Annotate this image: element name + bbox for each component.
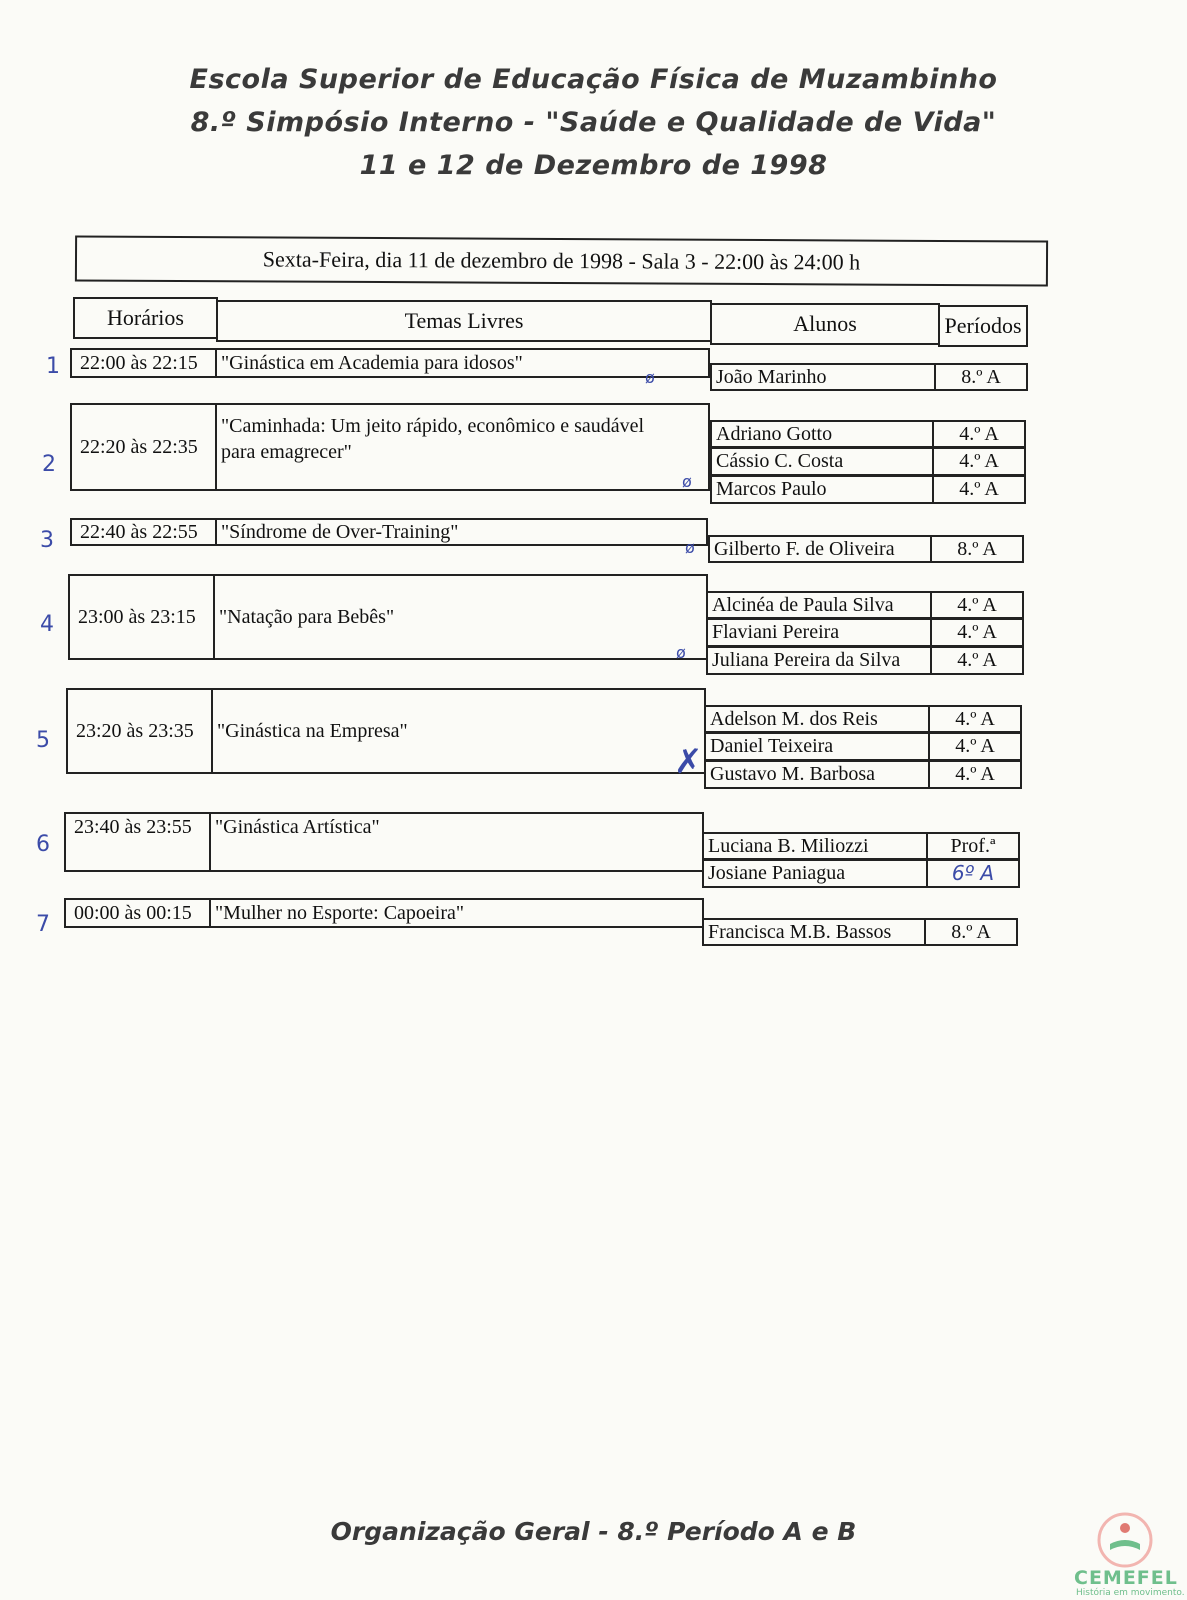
students-list [702, 918, 1018, 946]
column-header-horarios: Horários [73, 297, 218, 339]
student-period: 6º A [926, 859, 1018, 888]
student-name: Adelson M. dos Reis [710, 708, 878, 730]
header-dates: 11 e 12 de Dezembro de 1998 [359, 150, 828, 181]
student-period: 4.º A [930, 591, 1022, 619]
student-name: Cássio C. Costa [716, 450, 844, 472]
student-period: 4.º A [932, 447, 1024, 476]
logo-tagline: História em movimento. [1076, 1588, 1185, 1598]
row-theme: "Caminhada: Um jeito rápido, econômico e saudável para emagrecer" [221, 415, 645, 463]
schedule-row [68, 574, 708, 660]
student-name: Marcos Paulo [716, 478, 827, 500]
document-header [0, 58, 1187, 187]
schedule-row [70, 518, 708, 546]
student-name: Gustavo M. Barbosa [710, 763, 875, 785]
students-list [710, 363, 1028, 391]
student-name: Daniel Teixeira [710, 735, 834, 757]
row-time: 23:20 às 23:35 [68, 690, 213, 772]
row-number: 5 [36, 728, 50, 753]
student-period: 4.º A [932, 420, 1024, 448]
schedule-row [70, 403, 710, 491]
check-mark: ø [645, 368, 655, 387]
row-number: 2 [42, 452, 56, 477]
row-theme: "Ginástica na Empresa" [217, 720, 408, 742]
header-symposium: 8.º Simpósio Interno - "Saúde e Qualidade de Vida" [190, 107, 997, 138]
row-number: 4 [40, 612, 54, 637]
student-row [710, 363, 1028, 391]
check-mark: ø [685, 538, 695, 557]
student-row [704, 761, 1022, 789]
logo-name: CEMEFEL [1074, 1567, 1178, 1589]
row-time: 22:40 às 22:55 [72, 520, 217, 544]
students-list [702, 832, 1020, 888]
schedule-row [64, 812, 704, 872]
student-period: 4.º A [930, 646, 1022, 675]
students-list [704, 705, 1022, 789]
student-name: Juliana Pereira da Silva [712, 649, 901, 671]
student-name: Gilberto F. de Oliveira [714, 538, 895, 560]
student-row [702, 860, 1020, 888]
schedule-row [66, 688, 706, 774]
student-row [708, 535, 1024, 563]
students-list [708, 535, 1024, 563]
student-name: Alcinéa de Paula Silva [712, 594, 894, 616]
student-period: 8.º A [934, 363, 1026, 391]
student-row [706, 591, 1024, 619]
column-header-periodos: Períodos [938, 305, 1028, 347]
row-number: 3 [40, 528, 54, 553]
check-mark: ø [682, 472, 692, 491]
student-row [702, 918, 1018, 946]
student-name: Luciana B. Miliozzi [708, 835, 869, 857]
student-row [704, 733, 1022, 761]
student-row [710, 420, 1026, 448]
row-number: 7 [36, 912, 50, 937]
row-number: 1 [46, 354, 60, 379]
student-name: Francisca M.B. Bassos [708, 921, 892, 943]
header-school: Escola Superior de Educação Física de Muzambinho [189, 64, 998, 95]
schedule-row [64, 898, 704, 928]
student-row [702, 832, 1020, 860]
student-period: Prof.ª [926, 832, 1018, 860]
cross-mark: ✗ [674, 742, 703, 782]
row-theme: "Síndrome de Over-Training" [221, 521, 459, 543]
row-theme: "Ginástica em Academia para idosos" [221, 352, 523, 374]
student-name: Josiane Paniagua [708, 862, 846, 884]
student-row [710, 448, 1026, 476]
column-header-alunos: Alunos [710, 303, 940, 345]
student-period: 4.º A [928, 705, 1020, 733]
row-number: 6 [36, 832, 50, 857]
student-row [706, 647, 1024, 675]
row-time: 00:00 às 00:15 [66, 900, 211, 926]
student-name: Flaviani Pereira [712, 621, 840, 643]
schedule-row [70, 348, 710, 378]
row-time: 22:00 às 22:15 [72, 350, 217, 376]
student-period: 4.º A [928, 732, 1020, 761]
row-theme: "Ginástica Artística" [215, 816, 380, 838]
student-period: 4.º A [930, 618, 1022, 647]
row-time: 23:40 às 23:55 [66, 814, 211, 870]
row-time: 23:00 às 23:15 [70, 576, 215, 658]
student-period: 4.º A [932, 475, 1024, 504]
row-time: 22:20 às 22:35 [72, 405, 217, 489]
student-row [706, 619, 1024, 647]
student-period: 4.º A [928, 760, 1020, 789]
students-list [706, 591, 1024, 675]
footer-organization: Organização Geral - 8.º Período A e B [330, 1517, 857, 1546]
students-list [710, 420, 1026, 504]
row-theme: "Mulher no Esporte: Capoeira" [215, 902, 465, 924]
student-period: 8.º A [924, 918, 1016, 946]
column-header-temas: Temas Livres [216, 300, 712, 342]
student-name: Adriano Gotto [716, 423, 833, 445]
row-theme: "Natação para Bebês" [219, 606, 395, 628]
student-row [710, 476, 1026, 504]
session-info: Sexta-Feira, dia 11 de dezembro de 1998 - Sala 3 - 22:00 às 24:00 h [75, 235, 1048, 286]
student-row [704, 705, 1022, 733]
student-period: 8.º A [930, 535, 1022, 563]
student-name: João Marinho [716, 366, 827, 388]
check-mark: ø [676, 643, 686, 662]
